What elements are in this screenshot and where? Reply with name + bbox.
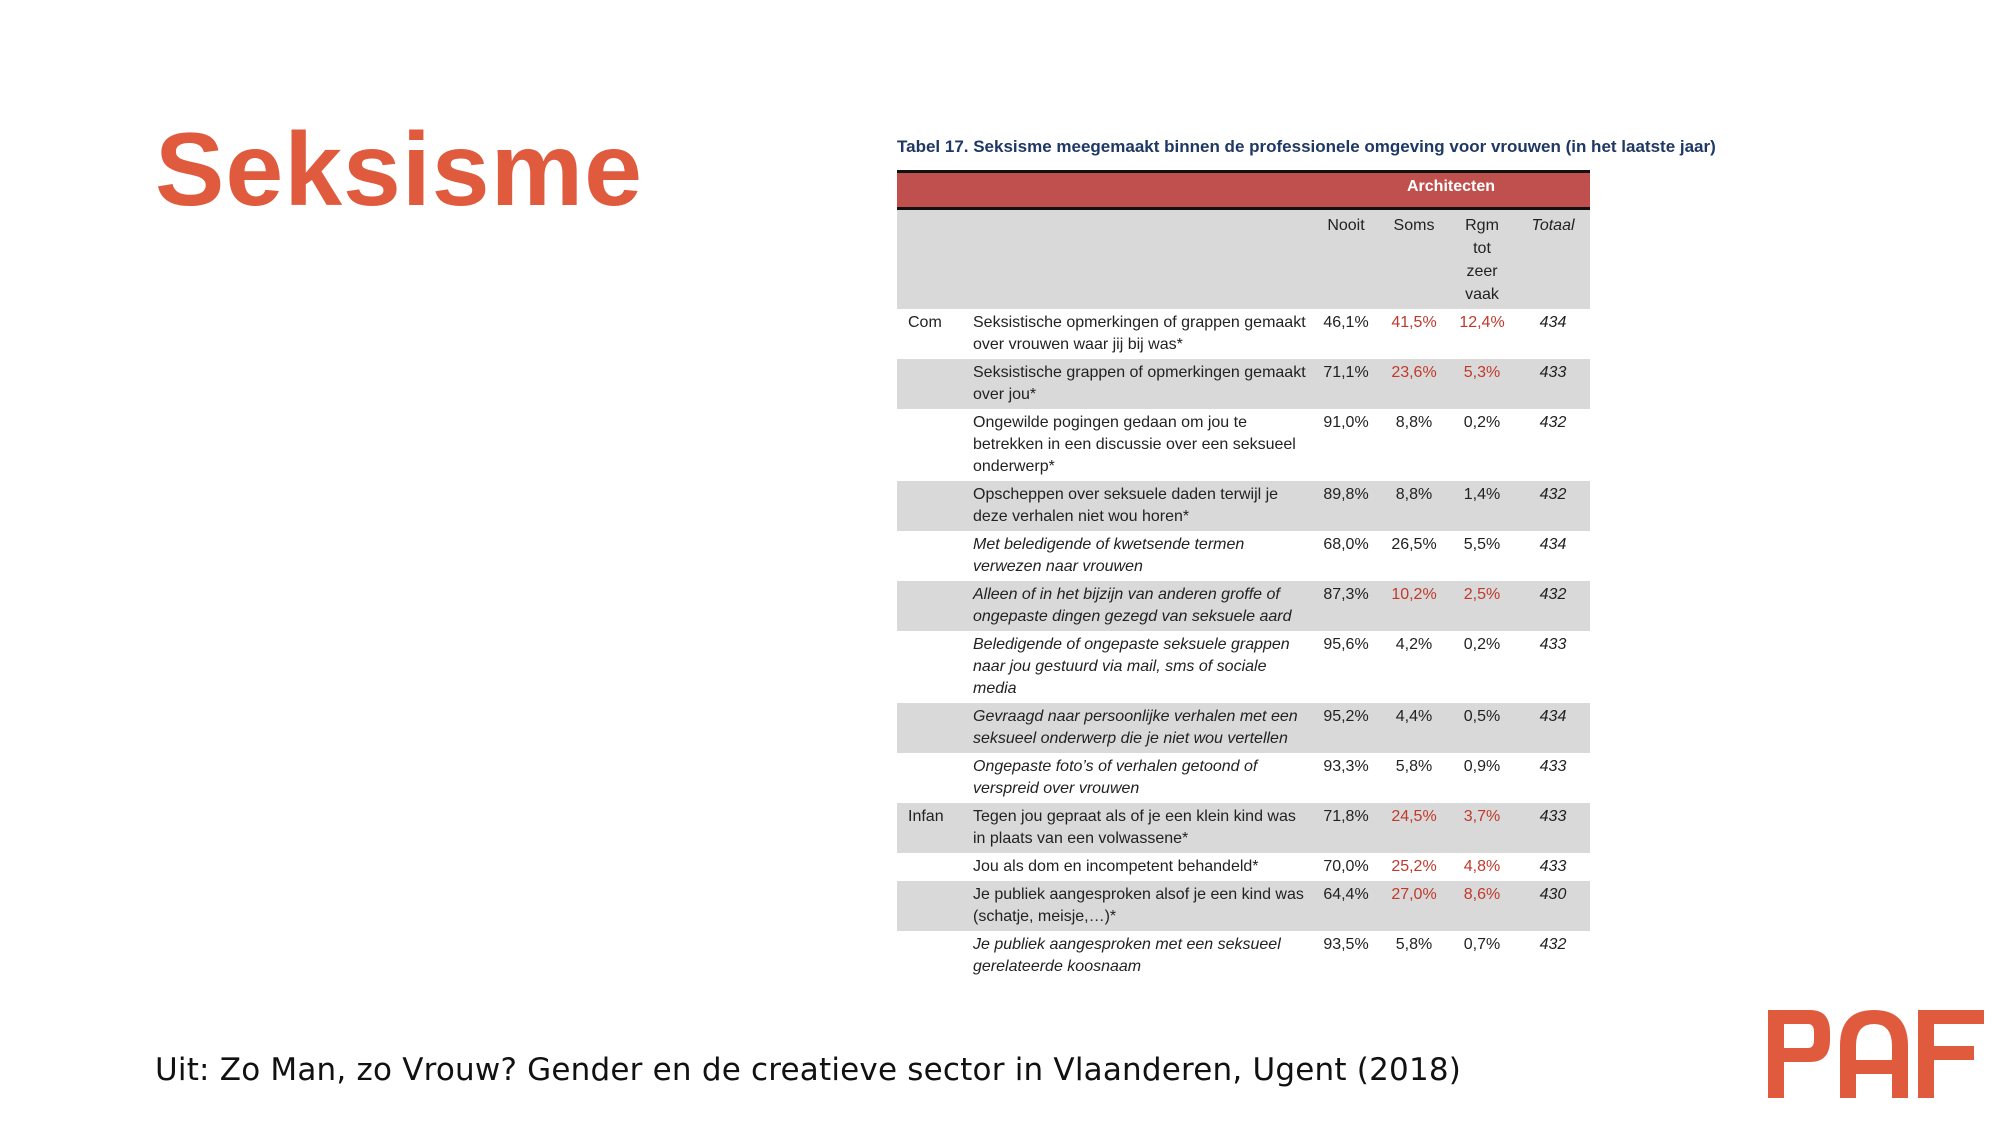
row-group (897, 481, 967, 531)
row-group (897, 853, 967, 881)
row-totaal: 432 (1539, 936, 1567, 953)
group-header-row (897, 172, 1590, 209)
row-rgm: 3,7% (1448, 803, 1516, 853)
row-soms: 4,4% (1380, 703, 1448, 753)
row-item: Je publiek aangesproken met een seksueel gerelateerde koosnaam (973, 936, 1281, 975)
row-item: Alleen of in het bijzijn van anderen groffe of ongepaste dingen gezegd van seksuele aard (967, 581, 1312, 631)
row-soms: 23,6% (1380, 359, 1448, 409)
row-soms: 5,8% (1395, 758, 1433, 775)
row-item: Je publiek aangesproken alsof je een kind was (schatje, meisje,…)* (967, 881, 1312, 931)
table-row (897, 753, 1590, 803)
row-item: Seksistische opmerkingen of grappen gemaakt over vrouwen waar jij bij was* (973, 314, 1306, 353)
row-rgm: 0,7% (1463, 936, 1501, 953)
row-totaal: 433 (1516, 359, 1590, 409)
row-nooit: 91,0% (1323, 414, 1369, 431)
row-totaal: 432 (1539, 414, 1567, 431)
row-totaal: 432 (1516, 581, 1590, 631)
row-soms: 4,2% (1395, 636, 1433, 653)
column-header-soms: Soms (1380, 209, 1448, 310)
column-header-rgm (1448, 209, 1516, 310)
slide-title: Seksisme (155, 112, 643, 228)
row-group: Com (908, 314, 942, 331)
table-row (897, 531, 1590, 581)
table-row (897, 703, 1590, 753)
source-caption: Uit: Zo Man, zo Vrouw? Gender en de creatieve sector in Vlaanderen, Ugent (2018) (155, 1052, 1462, 1088)
row-nooit: 87,3% (1312, 581, 1380, 631)
row-totaal: 432 (1516, 481, 1590, 531)
row-nooit: 93,5% (1323, 936, 1369, 953)
row-soms: 8,8% (1395, 414, 1433, 431)
results-table-container (897, 170, 1590, 981)
row-rgm: 0,9% (1463, 758, 1501, 775)
row-nooit: 64,4% (1312, 881, 1380, 931)
row-item: Jou als dom en incompetent behandeld* (973, 858, 1259, 875)
paf-logo (1768, 1010, 1988, 1100)
row-rgm: 0,2% (1463, 414, 1501, 431)
row-rgm: 0,5% (1448, 703, 1516, 753)
row-soms: 10,2% (1380, 581, 1448, 631)
row-item: Ongepaste foto’s of verhalen getoond of verspreid over vrouwen (973, 758, 1258, 797)
table-row (897, 309, 1590, 359)
row-rgm: 12,4% (1459, 314, 1505, 331)
row-group (897, 531, 967, 581)
row-nooit: 93,3% (1323, 758, 1369, 775)
column-header-rgm-line-2: tot (1473, 240, 1491, 257)
row-nooit: 95,2% (1312, 703, 1380, 753)
row-nooit: 71,1% (1312, 359, 1380, 409)
row-totaal: 434 (1539, 314, 1567, 331)
row-nooit: 46,1% (1323, 314, 1369, 331)
table-row (897, 881, 1590, 931)
row-group (897, 753, 967, 803)
row-group (897, 409, 967, 481)
row-rgm: 0,2% (1463, 636, 1501, 653)
row-rgm: 1,4% (1448, 481, 1516, 531)
row-totaal: 434 (1539, 536, 1567, 553)
table-row (897, 581, 1590, 631)
table-caption: Tabel 17. Seksisme meegemaakt binnen de professionele omgeving voor vrouwen (in het laatste jaar) (897, 137, 1716, 156)
row-item: Ongewilde pogingen gedaan om jou te betrekken in een discussie over een seksueel onderwerp* (973, 414, 1296, 475)
table-row (897, 481, 1590, 531)
row-group (897, 931, 967, 981)
row-group (897, 703, 967, 753)
row-group: Infan (897, 803, 967, 853)
row-group (897, 631, 967, 703)
results-table (897, 170, 1590, 981)
row-soms: 8,8% (1380, 481, 1448, 531)
row-totaal: 433 (1539, 758, 1567, 775)
row-nooit: 95,6% (1323, 636, 1369, 653)
row-totaal: 433 (1516, 803, 1590, 853)
row-group (897, 881, 967, 931)
column-header-group (897, 209, 967, 310)
row-totaal: 433 (1539, 858, 1567, 875)
column-header-nooit: Nooit (1312, 209, 1380, 310)
table-row (897, 409, 1590, 481)
row-nooit: 70,0% (1323, 858, 1369, 875)
table-row (897, 931, 1590, 981)
row-group (897, 359, 967, 409)
row-rgm: 5,5% (1463, 536, 1501, 553)
column-header-totaal: Totaal (1516, 209, 1590, 310)
column-header-row (897, 209, 1590, 310)
table-row (897, 359, 1590, 409)
column-header-item (967, 209, 1312, 310)
row-soms: 5,8% (1395, 936, 1433, 953)
row-soms: 27,0% (1380, 881, 1448, 931)
row-rgm: 4,8% (1463, 858, 1501, 875)
row-soms: 25,2% (1391, 858, 1437, 875)
column-header-rgm-line-1: Rgm (1465, 217, 1499, 234)
row-nooit: 89,8% (1312, 481, 1380, 531)
row-item: Beledigende of ongepaste seksuele grappen naar jou gestuurd via mail, sms of sociale media (973, 636, 1290, 697)
row-rgm: 8,6% (1448, 881, 1516, 931)
group-header-label: Architecten (1312, 172, 1590, 209)
logo-letter-f (1918, 1010, 1984, 1098)
row-item: Seksistische grappen of opmerkingen gemaakt over jou* (967, 359, 1312, 409)
row-totaal: 430 (1516, 881, 1590, 931)
row-item: Met beledigende of kwetsende termen verwezen naar vrouwen (973, 536, 1245, 575)
table-row (897, 803, 1590, 853)
row-item: Opscheppen over seksuele daden terwijl je deze verhalen niet wou horen* (967, 481, 1312, 531)
row-soms: 24,5% (1380, 803, 1448, 853)
row-item: Tegen jou gepraat als of je een klein kind was in plaats van een volwassene* (967, 803, 1312, 853)
row-soms: 26,5% (1391, 536, 1437, 553)
row-soms: 41,5% (1391, 314, 1437, 331)
row-nooit: 71,8% (1312, 803, 1380, 853)
row-nooit: 68,0% (1323, 536, 1369, 553)
row-item: Gevraagd naar persoonlijke verhalen met een seksueel onderwerp die je niet wou vertellen (967, 703, 1312, 753)
row-group (897, 581, 967, 631)
group-header-blank (897, 172, 1312, 209)
row-totaal: 433 (1539, 636, 1567, 653)
table-row (897, 631, 1590, 703)
row-totaal: 434 (1516, 703, 1590, 753)
column-header-rgm-line-4: vaak (1465, 286, 1499, 303)
logo-letter-a (1840, 1010, 1908, 1098)
table-row (897, 853, 1590, 881)
column-header-rgm-line-3: zeer (1466, 263, 1498, 280)
logo-letter-p (1768, 1010, 1830, 1098)
row-rgm: 5,3% (1448, 359, 1516, 409)
row-rgm: 2,5% (1448, 581, 1516, 631)
